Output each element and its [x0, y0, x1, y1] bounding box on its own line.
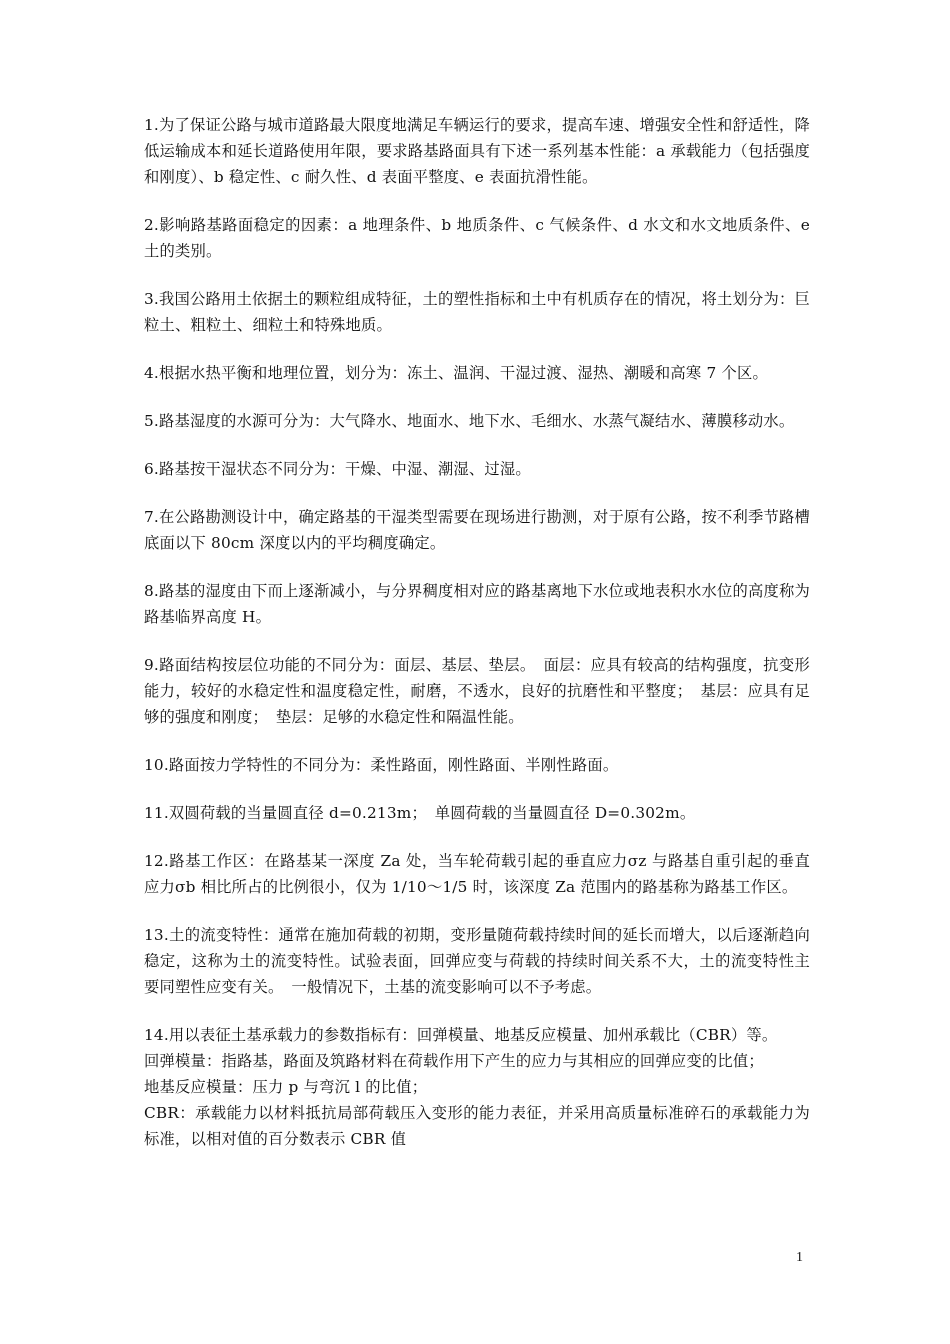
paragraph-7 [144, 504, 810, 556]
paragraph-line: 3.我国公路用土依据土的颗粒组成特征，土的塑性指标和土中有机质存在的情况，将土划分为：巨粒土、粗粒土、细粒土和特殊地质。 [144, 290, 810, 334]
paragraph-line: 5.路基湿度的水源可分为：大气降水、地面水、地下水、毛细水、水蒸气凝结水、薄膜移动水。 [144, 412, 795, 430]
paragraph-line: 回弹模量：指路基，路面及筑路材料在荷载作用下产生的应力与其相应的回弹应变的比值； [144, 1052, 764, 1070]
paragraph-3 [144, 286, 810, 338]
paragraph-line: 7.在公路勘测设计中，确定路基的干湿类型需要在现场进行勘测，对于原有公路，按不利季节路槽底面以下 80cm 深度以内的平均稠度确定。 [144, 508, 810, 552]
paragraph-line: 1.为了保证公路与城市道路最大限度地满足车辆运行的要求，提高车速、增强安全性和舒适性，降低运输成本和延长道路使用年限，要求路基路面具有下述一系列基本性能：a 承载能力（包括强度和刚度）、b 稳定性、c 耐久性、d 表面平整度、e 表面抗滑性能。 [144, 116, 810, 186]
paragraph-line: 11.双圆荷载的当量圆直径 d=0.213m； 单圆荷载的当量圆直径 D=0.302m。 [144, 804, 696, 822]
paragraph-line: 14.用以表征土基承载力的参数指标有：回弹模量、地基反应模量、加州承载比（CBR）等。 [144, 1026, 778, 1044]
paragraph-2 [144, 212, 810, 264]
paragraph-6 [144, 456, 810, 482]
paragraph-11 [144, 800, 810, 826]
paragraph-line: 10.路面按力学特性的不同分为：柔性路面，刚性路面、半刚性路面。 [144, 756, 619, 774]
paragraph-line: CBR：承载能力以材料抵抗局部荷载压入变形的能力表征，并采用高质量标准碎石的承载能力为标准，以相对值的百分数表示 CBR 值 [144, 1104, 810, 1148]
paragraph-line: 6.路基按干湿状态不同分为：干燥、中湿、潮湿、过湿。 [144, 460, 531, 478]
paragraph-14 [144, 1022, 810, 1152]
paragraph-1 [144, 112, 810, 190]
paragraph-13 [144, 922, 810, 1000]
paragraph-line: 9.路面结构按层位功能的不同分为：面层、基层、垫层。 面层：应具有较高的结构强度，抗变形能力，较好的水稳定性和温度稳定性，耐磨，不透水，良好的抗磨性和平整度； 基层：应具有足够的强度和刚度； 垫层：足够的水稳定性和隔温性能。 [144, 656, 810, 726]
paragraph-8 [144, 578, 810, 630]
paragraph-line: 13.土的流变特性：通常在施加荷载的初期，变形量随荷载持续时间的延长而增大，以后逐渐趋向稳定，这称为土的流变特性。试验表面，回弹应变与荷载的持续时间关系不大，土的流变特性主要同塑性应变有关。 一般情况下，土基的流变影响可以不予考虑。 [144, 926, 810, 996]
paragraph-line: 12.路基工作区：在路基某一深度 Za 处，当车轮荷载引起的垂直应力σz 与路基自重引起的垂直应力σb 相比所占的比例很小，仅为 1/10～1/5 时，该深度 Za 范围内的路基称为路基工作区。 [144, 852, 810, 896]
page-content [144, 112, 810, 1174]
paragraph-line: 地基反应模量：压力 p 与弯沉 l 的比值； [144, 1078, 428, 1096]
paragraph-10 [144, 752, 810, 778]
paragraph-line: 8.路基的湿度由下而上逐渐减小，与分界稠度相对应的路基离地下水位或地表积水水位的高度称为路基临界高度 H。 [144, 582, 810, 626]
paragraph-5 [144, 408, 810, 434]
paragraph-line: 4.根据水热平衡和地理位置，划分为：冻土、温润、干湿过渡、湿热、潮暖和高寒 7 个区。 [144, 364, 768, 382]
paragraph-4 [144, 360, 810, 386]
paragraph-line: 2.影响路基路面稳定的因素：a 地理条件、b 地质条件、c 气候条件、d 水文和水文地质条件、e 土的类别。 [144, 216, 810, 260]
page-number: 1 [796, 1250, 803, 1265]
paragraph-12 [144, 848, 810, 900]
paragraph-9 [144, 652, 810, 730]
